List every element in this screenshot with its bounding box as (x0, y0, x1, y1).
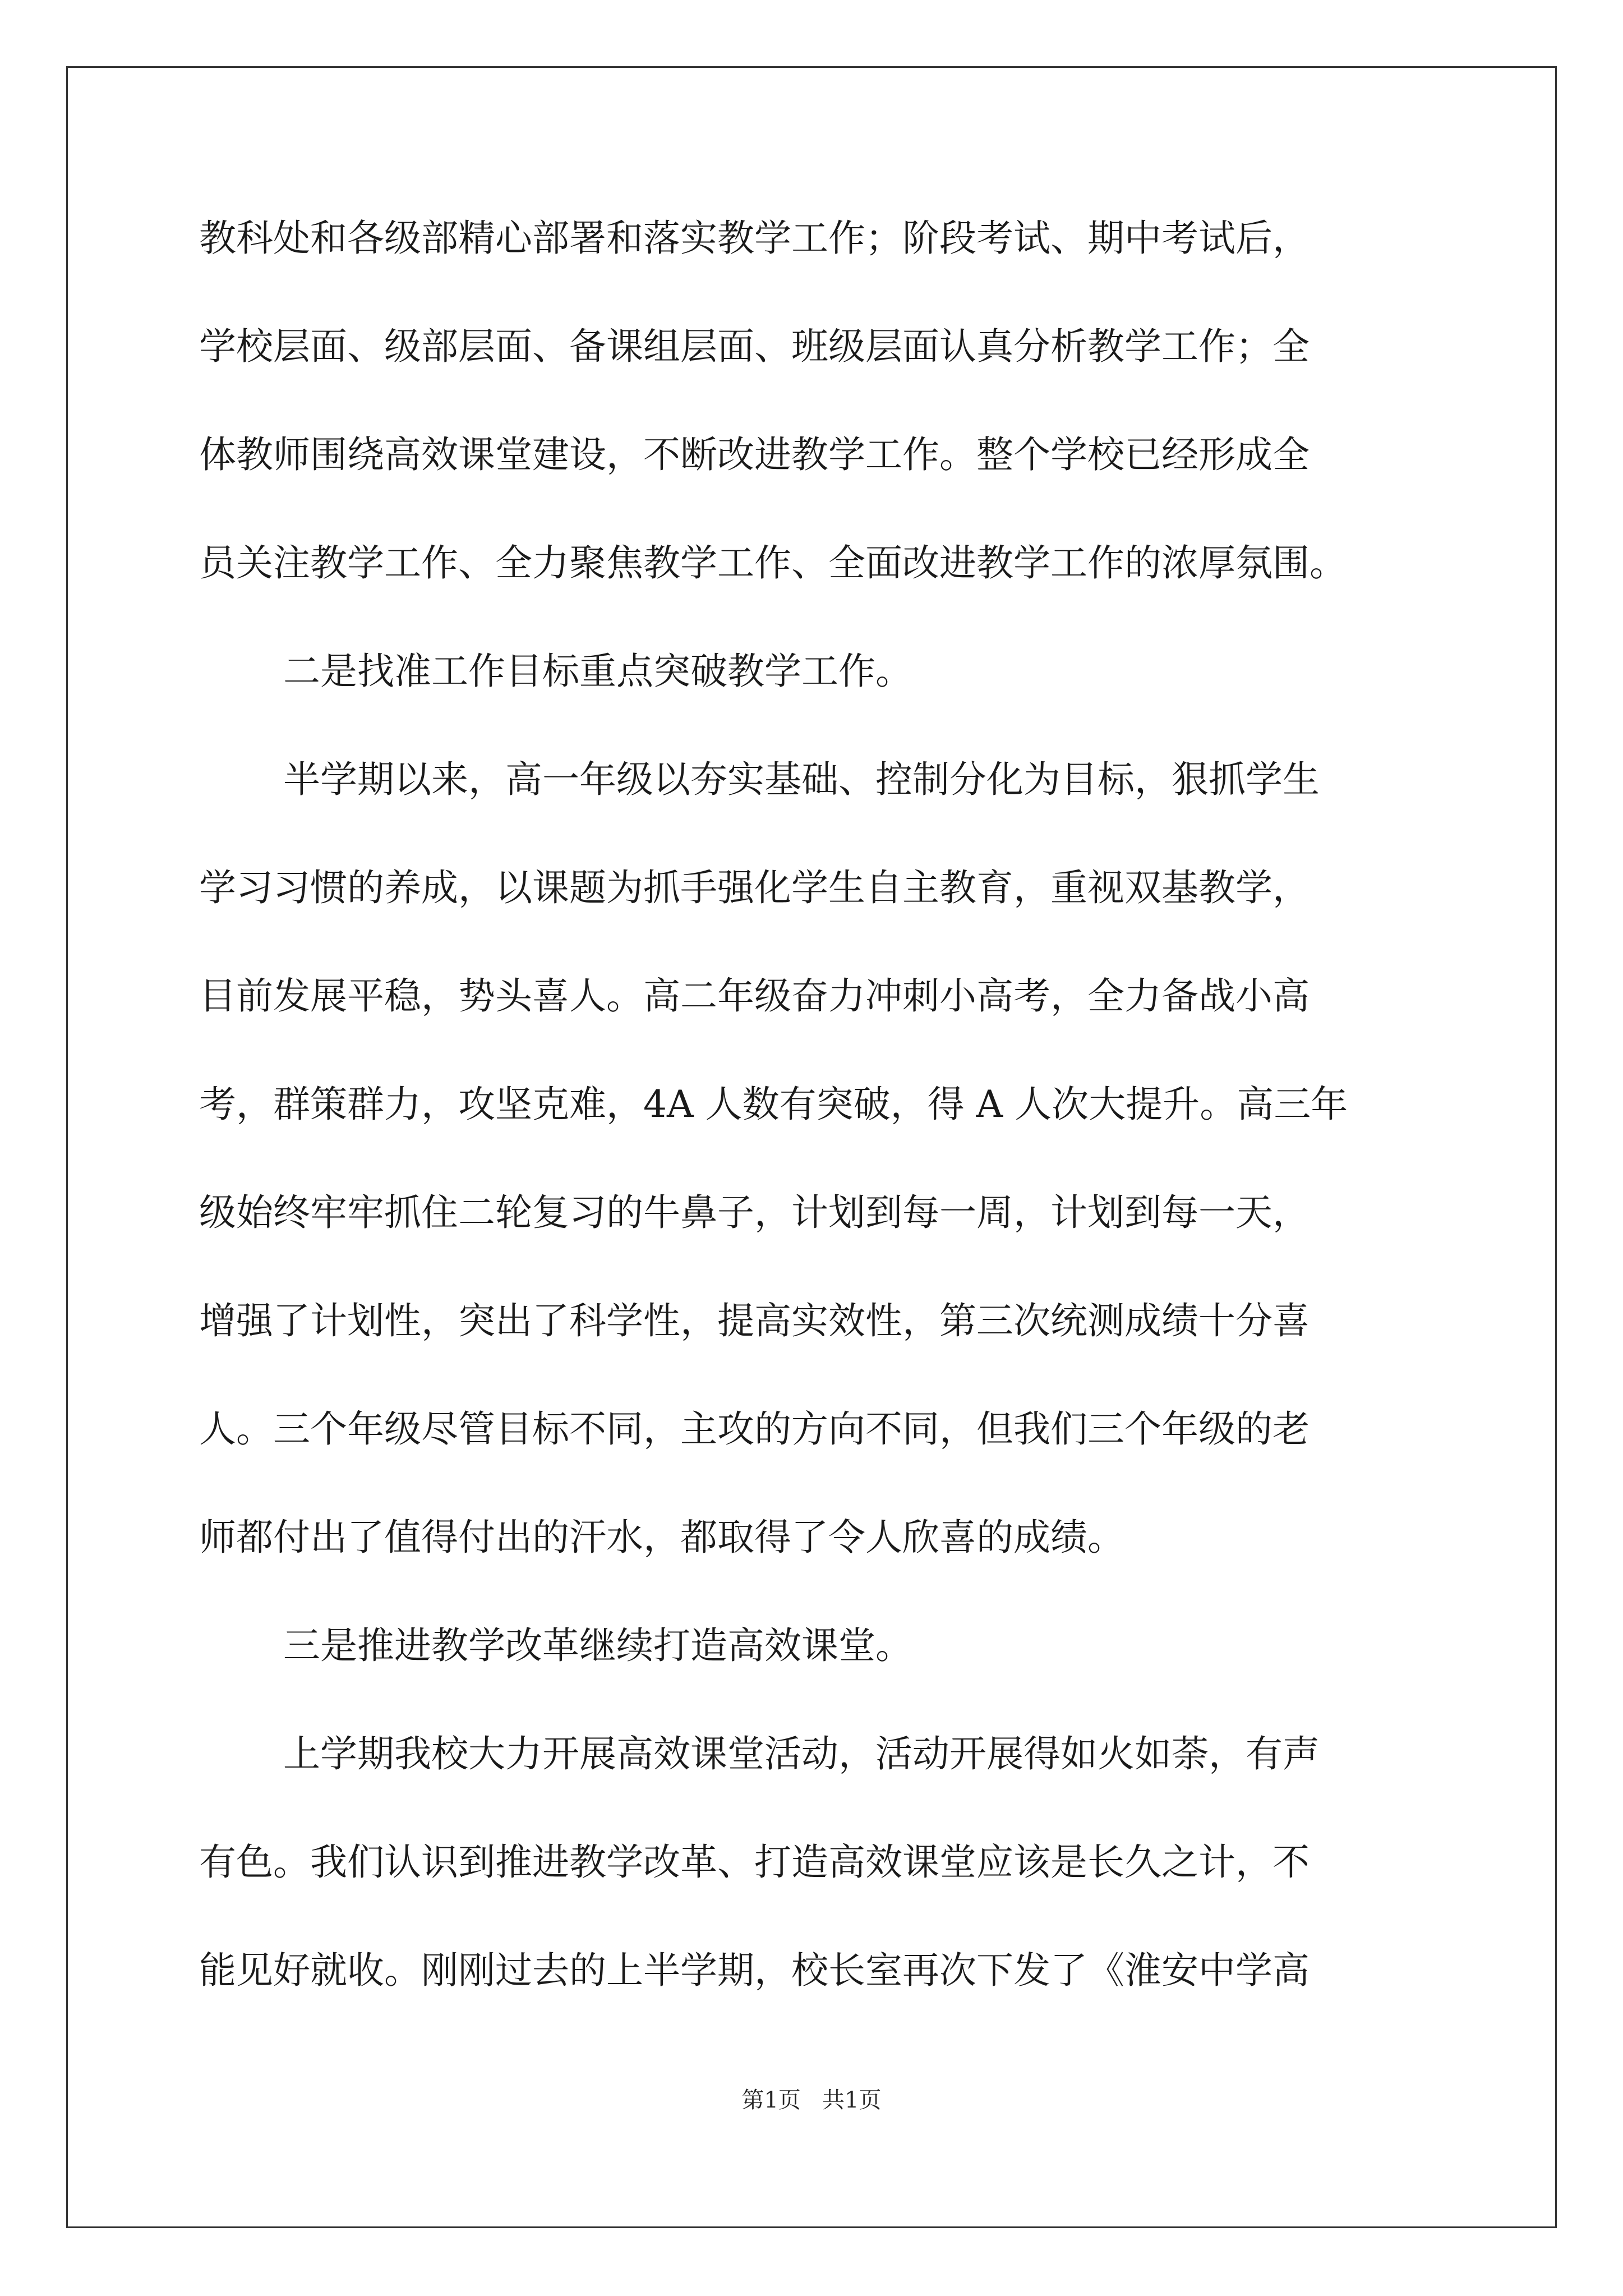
text-line: 有色。我们认识到推进教学改革、打造高效课堂应该是长久之计，不 (199, 1841, 1310, 1884)
text-line: 教科处和各级部精心部署和落实教学工作；阶段考试、期中考试后， (199, 217, 1310, 260)
text-line: 员关注教学工作、全力聚焦教学工作、全面改进教学工作的浓厚氛围。 (199, 541, 1347, 585)
section-heading: 三是推进教学改革继续打造高效课堂。 (283, 1624, 912, 1667)
text-line: 考，群策群力，攻坚克难，4A 人数有突破，得 A 人次大提升。高三年 (199, 1083, 1348, 1126)
page-border (66, 66, 1557, 2228)
text-line: 半学期以来，高一年级以夯实基础、控制分化为目标，狠抓学生 (283, 758, 1320, 801)
text-line: 师都付出了值得付出的汗水，都取得了令人欣喜的成绩。 (199, 1516, 1124, 1559)
text-line: 学校层面、级部层面、备课组层面、班级层面认真分析教学工作；全 (199, 325, 1310, 368)
text-line: 增强了计划性，突出了科学性，提高实效性，第三次统测成绩十分喜 (199, 1299, 1310, 1342)
text-line: 上学期我校大力开展高效课堂活动，活动开展得如火如荼，有声 (283, 1732, 1320, 1775)
text-line: 级始终牢牢抓住二轮复习的牛鼻子，计划到每一周，计划到每一天， (199, 1191, 1310, 1234)
page-number: 第1页 共1页 (741, 2087, 882, 2113)
section-heading: 二是找准工作目标重点突破教学工作。 (283, 650, 912, 693)
text-line: 学习习惯的养成，以课题为抓手强化学生自主教育，重视双基教学， (199, 866, 1310, 909)
text-line: 目前发展平稳，势头喜人。高二年级奋力冲刺小高考，全力备战小高 (199, 974, 1310, 1018)
text-line: 体教师围绕高效课堂建设，不断改进教学工作。整个学校已经形成全 (199, 433, 1310, 476)
text-line: 人。三个年级尽管目标不同，主攻的方向不同，但我们三个年级的老 (199, 1407, 1310, 1451)
text-line: 能见好就收。刚刚过去的上半学期，校长室再次下发了《淮安中学高 (199, 1949, 1310, 1992)
